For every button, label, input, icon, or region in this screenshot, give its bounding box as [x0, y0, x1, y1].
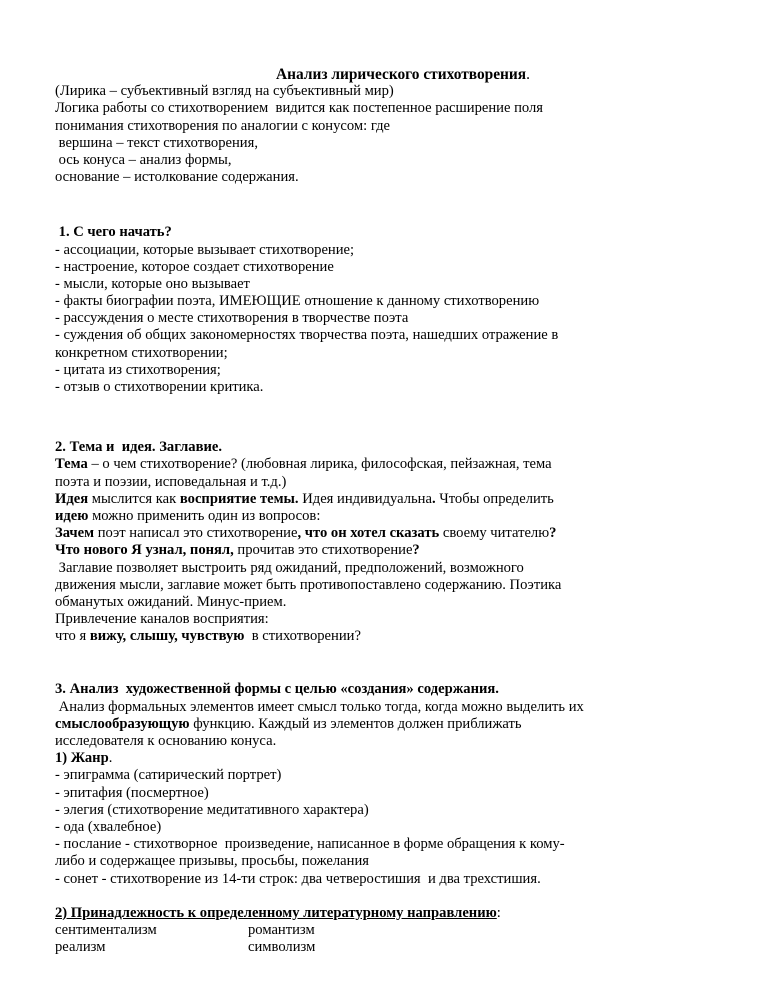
q2-a: Что нового Я узнал, понял,	[55, 542, 234, 559]
direction-item: романтизм	[248, 921, 315, 938]
direction-item: сентиментализм	[55, 921, 157, 938]
dir-colon: :	[496, 904, 501, 921]
genre-head: 1) Жанр	[55, 750, 109, 767]
genre-heading	[55, 750, 735, 767]
q2-c: ?	[412, 542, 420, 559]
intro-line: Логика работы со стихотворением видится как постепенное расширение поля	[55, 100, 544, 117]
document-page	[55, 66, 735, 956]
genre-item: либо и содержащее призывы, просьбы, пожелания	[55, 853, 369, 870]
theme-line	[55, 456, 735, 473]
idea-tail: можно применить один из вопросов:	[88, 507, 321, 524]
q1-b: поэт написал это стихотворение	[94, 525, 298, 542]
section-1-heading: 1. С чего начать?	[55, 224, 172, 241]
direction-row	[55, 939, 735, 956]
title-para-line: Заглавие позволяет выстроить ряд ожиданий, предположений, возможного	[55, 559, 524, 576]
q1-c: , что он хотел сказать	[297, 525, 440, 542]
list-item: - рассуждения о месте стихотворения в творчестве поэта	[55, 310, 409, 327]
title-para-line: Привлечение каналов восприятия:	[55, 611, 269, 628]
list-item: - суждения об общих закономерностях творчества поэта, нашедших отражение в	[55, 327, 559, 344]
list-item: конкретном стихотворении;	[55, 344, 228, 361]
idea-line-2	[55, 508, 735, 525]
section-2-heading: 2. Тема и идея. Заглавие.	[55, 439, 222, 456]
idea-rest: Идея индивидуальна	[298, 490, 432, 507]
list-item: - мысли, которые оно вызывает	[55, 275, 250, 292]
q1-e: ?	[549, 525, 557, 542]
s3-para: исследователя к основанию конуса.	[55, 733, 277, 749]
intro-line: ось конуса – анализ формы,	[55, 151, 232, 168]
direction-item: реализм	[55, 939, 106, 956]
list-item: - настроение, которое создает стихотворение	[55, 258, 334, 275]
title-para-line: движения мысли, заглавие может быть противопоставлено содержанию. Поэтика	[55, 576, 562, 593]
genre-item: - элегия (стихотворение медитативного характера)	[55, 801, 369, 818]
direction-item: символизм	[248, 939, 316, 956]
list-item: - отзыв о стихотворении критика.	[55, 379, 264, 395]
theme-cont: поэта и поэзии, исповедальная и т.д.)	[55, 473, 287, 490]
perc-b: вижу, слышу, чувствую	[89, 628, 245, 645]
list-item: - ассоциации, которые вызывает стихотворение;	[55, 241, 355, 258]
genre-item: - сонет - стихотворение из 14-ти строк: два четверостишия и два трехстишия.	[55, 870, 541, 887]
idea-term: Идея	[55, 490, 89, 507]
s3-rest: функцию. Каждый из элементов должен приближать	[189, 715, 522, 732]
genre-item: - ода (хвалебное)	[55, 818, 162, 835]
question-2	[55, 542, 735, 559]
question-1	[55, 525, 735, 542]
genre-item: - эпиграмма (сатирический портрет)	[55, 767, 282, 784]
q1-d: своему читателю	[439, 525, 550, 542]
genre-dot: .	[108, 750, 113, 767]
genre-item: - эпитафия (посмертное)	[55, 784, 209, 801]
title-period: .	[526, 66, 530, 83]
list-item: - цитата из стихотворения;	[55, 361, 221, 378]
genre-item: - послание - стихотворное произведение, написанное в форме обращения к кому-	[55, 836, 565, 853]
idea-line	[55, 491, 735, 508]
intro-line: основание – истолкование содержания.	[55, 169, 299, 186]
page-title	[55, 66, 735, 83]
idea-bold: восприятие темы.	[179, 490, 299, 507]
q1-a: Зачем	[55, 525, 95, 542]
idea-mid: мыслится как	[88, 490, 180, 507]
theme-text: – о чем стихотворение? (любовная лирика, философская, пейзажная, тема	[87, 456, 552, 473]
perc-c: в стихотворении?	[244, 628, 361, 645]
section-3-heading: 3. Анализ художественной формы с целью «создания» содержания.	[55, 681, 499, 698]
theme-term: Тема	[55, 456, 88, 473]
intro-line: понимания стихотворения по аналогии с конусом: где	[55, 117, 391, 134]
direction-heading	[55, 905, 735, 922]
direction-row	[55, 922, 735, 939]
dir-head: 2) Принадлежность к определенному литературному направлению	[55, 904, 497, 921]
perc-a: что я	[55, 628, 90, 645]
idea-word: идею	[55, 507, 89, 524]
list-item: - факты биографии поэта, ИМЕЮЩИЕ отношение к данному стихотворению	[55, 293, 540, 310]
q2-b: прочитав это стихотворение	[233, 542, 413, 559]
spacer	[55, 396, 735, 439]
spacer	[55, 888, 735, 905]
perception-line	[55, 628, 735, 645]
spacer	[55, 186, 735, 224]
s3-para	[55, 716, 735, 733]
spacer	[55, 645, 735, 681]
s3-para: Анализ формальных элементов имеет смысл только тогда, когда можно выделить их	[55, 698, 584, 715]
title-para-line: обманутых ожиданий. Минус-прием.	[55, 593, 287, 610]
idea-rest2: Чтобы определить	[435, 490, 554, 507]
intro-line: (Лирика – субъективный взгляд на субъективный мир)	[55, 83, 394, 100]
idea-dot: .	[431, 490, 436, 507]
s3-bold: смыслообразующую	[55, 715, 190, 732]
title-text: Анализ лирического стихотворения	[276, 66, 527, 83]
intro-line: вершина – текст стихотворения,	[55, 134, 258, 151]
